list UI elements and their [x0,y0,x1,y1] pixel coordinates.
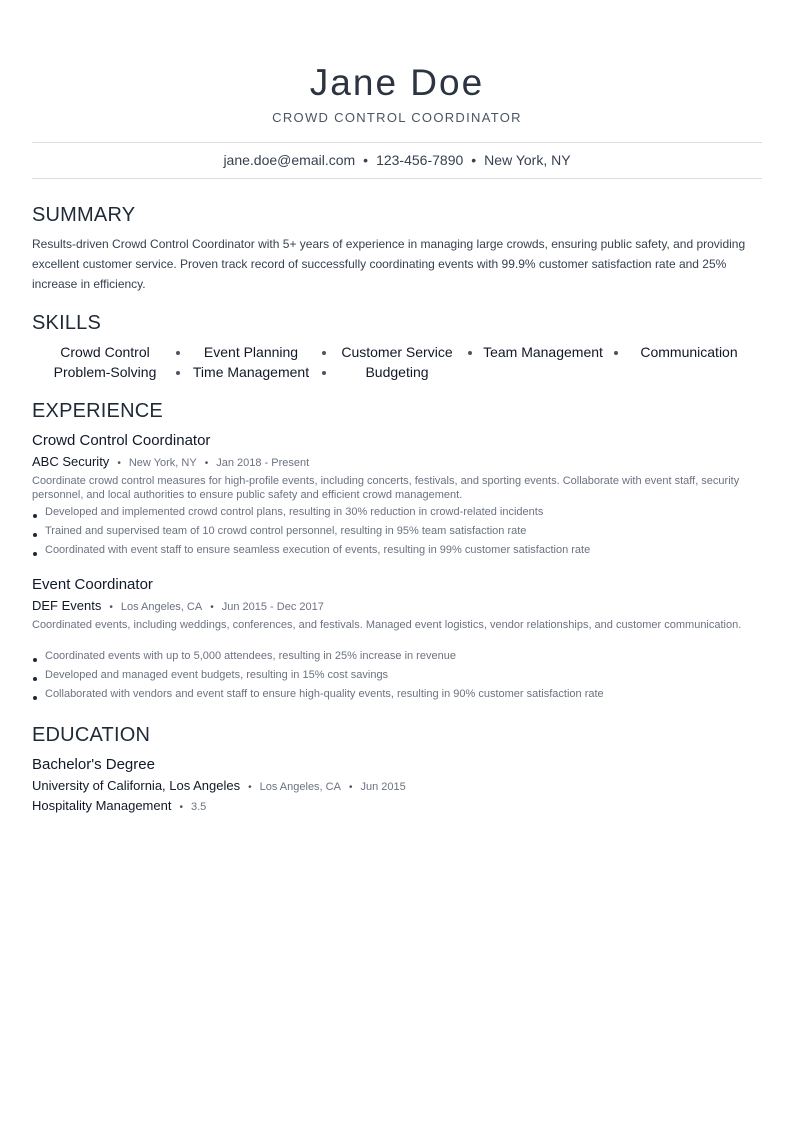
job-title: Event Coordinator [32,576,153,593]
skills-list [32,342,762,382]
education-gpa: 3.5 [190,801,207,813]
meta-separator: • [248,782,252,793]
job-meta [32,598,324,613]
skill-item: Event Planning [178,344,324,360]
contact-separator: • [471,152,477,168]
header-divider-top [32,142,762,143]
skill-item: Crowd Control [32,344,178,360]
achievement-item: Developed and implemented crowd control plans, resulting in 30% reduction in crowd-related incidents [32,503,762,522]
job-title: Crowd Control Coordinator [32,432,211,449]
meta-separator: • [109,602,113,613]
job-company: DEF Events [32,598,102,613]
summary-text: Results-driven Crowd Control Coordinator with 5+ years of experience in managing large crowds, ensuring public safety, and providing excellent customer service. Proven track record of successfully coordinating events with 99.9% customer satisfaction rate and 25% increase in efficiency. [32,237,746,291]
summary-heading: SUMMARY [32,204,136,226]
skill-item: Problem-Solving [32,364,178,380]
skill-item: Customer Service [324,344,470,360]
achievement-item: Collaborated with vendors and event staff to ensure high-quality events, resulting in 90% customer satisfaction rate [32,685,762,704]
contact-location: New York, NY [484,152,571,168]
candidate-title: CROWD CONTROL COORDINATOR [272,110,522,125]
meta-separator: • [348,782,353,793]
job-company: ABC Security [32,454,110,469]
contact-phone: 123-456-7890 [376,152,464,168]
meta-separator: • [179,802,183,813]
education-field-line [32,798,206,813]
experience-heading: EXPERIENCE [32,400,163,422]
education-location: Los Angeles, CA [259,781,341,793]
job-description: Coordinate crowd control measures for high-profile events, including concerts, festivals, and sporting events. Collaborate with event staff, security personnel, and local authorities to ensure public safety and efficient crowd management. [32,475,740,501]
job-location: New York, NY [128,457,197,469]
skills-heading: SKILLS [32,312,102,334]
achievement-item: Trained and supervised team of 10 crowd control personnel, resulting in 95% team satisfaction rate [32,522,762,541]
job-achievements [32,647,762,704]
job-dates: Jan 2018 - Present [216,457,310,469]
education-date: Jun 2015 [360,781,406,793]
meta-separator: • [210,602,214,613]
contact-separator: • [363,152,369,168]
candidate-name: Jane Doe [309,62,485,103]
skill-item: Time Management [178,364,324,380]
meta-separator: • [204,458,209,469]
header-divider-bottom [32,178,762,179]
job-dates: Jun 2015 - Dec 2017 [221,601,324,613]
skill-item: Team Management [470,344,616,360]
achievement-item: Coordinated with event staff to ensure seamless execution of events, resulting in 99% customer satisfaction rate [32,541,762,560]
skill-item: Communication [640,344,738,360]
skill-item: Budgeting [365,364,429,380]
education-field: Hospitality Management [32,798,172,813]
education-school: University of California, Los Angeles [32,778,241,793]
job-meta [32,454,309,469]
contact-line [32,152,762,168]
achievement-item: Developed and managed event budgets, resulting in 15% cost savings [32,666,762,685]
job-location: Los Angeles, CA [120,601,203,613]
education-heading: EDUCATION [32,724,151,746]
education-meta [32,778,406,793]
job-achievements [32,503,762,560]
meta-separator: • [117,458,121,469]
achievement-item: Coordinated events with up to 5,000 attendees, resulting in 25% increase in revenue [32,647,762,666]
job-description: Coordinated events, including weddings, conferences, and festivals. Managed event logistics, vendor relationships, and customer communication. [32,619,742,631]
education-degree: Bachelor's Degree [32,756,155,773]
contact-email[interactable]: jane.doe@email.com [223,152,356,168]
